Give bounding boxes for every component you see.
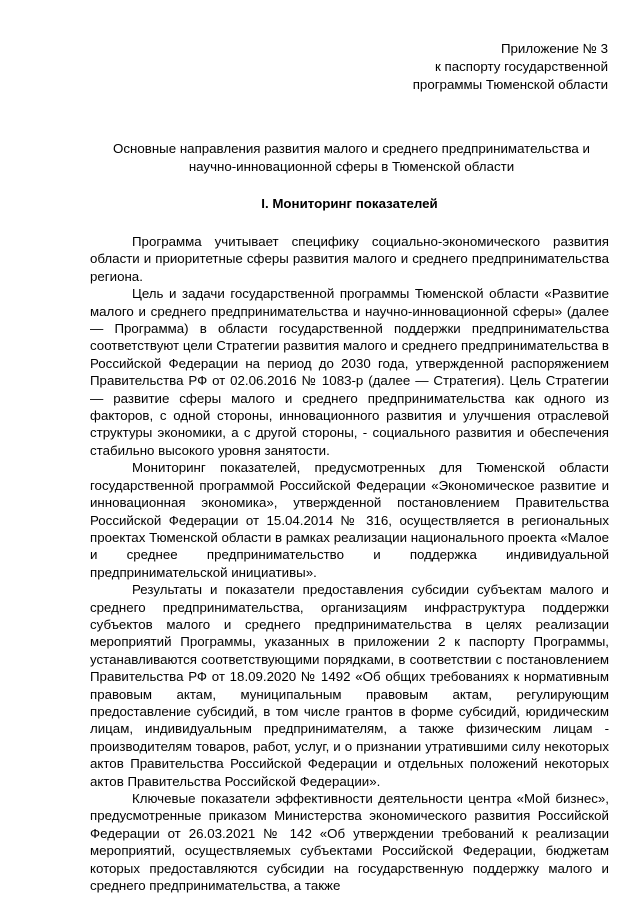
- paragraph-4: Результаты и показатели предоставления субсидии субъектам малого и среднего предпринимательства, организациям инфраструктура поддержки субъектов малого и среднего предпринимательства в целях реализации мероприятий Программы, указанных в приложении 2 к паспорту Программы, устанавливаются соответствующими порядками, в соответствии с постановлением Правительства РФ от 18.09.2020 № 1492 «Об общих требованиях к нормативным правовым актам, муниципальным правовым актам, регулирующим предоставление субсидий, в том числе грантов в форме субсидий, юридическим лицам, индивидуальным предпринимателям, а также физическим лицам - производителям товаров, работ, услуг, и о признании утратившими силу некоторых актов Правительства Российской Федерации и отдельных положений некоторых актов Правительства Российской Федерации».: [90, 582, 609, 789]
- appendix-note: [90, 40, 609, 94]
- document-title-line-2: научно-инновационной сферы в Тюменской области: [188, 159, 515, 174]
- paragraph-5: Ключевые показатели эффективности деятельности центра «Мой бизнес», предусмотренные приказом Министерства экономического развития Российской Федерации от 26.03.2021 № 142 «Об утверждении требований к реализации мероприятий, осуществляемых субъектами Российской Федерации, бюджетам которых предоставляются субсидии на государственную поддержку малого и среднего предпринимательства, а также: [90, 791, 609, 894]
- document-title-line-1: Основные направления развития малого и среднего предпринимательства и: [113, 141, 590, 156]
- document-title: [94, 140, 609, 176]
- appendix-line-3: программы Тюменской области: [412, 77, 608, 92]
- paragraph-2: Цель и задачи государственной программы Тюменской области «Развитие малого и среднего предпринимательства и научно-инновационной сферы» (далее — Программа) в области государственной поддержки предпринимательства соответствуют цели Стратегии развития малого и среднего предпринимательства в Российской Федерации на период до 2030 года, утвержденной распоряжением Правительства РФ от 02.06.2016 № 1083-р (далее — Стратегия). Цель Стратегии — развитие сферы малого и среднего предпринимательства как одного из факторов, с одной стороны, инновационного развития и улучшения отраслевой структуры экономики, а с другой стороны, - социального развития и обеспечения стабильно высокого уровня занятости.: [90, 286, 609, 458]
- body-text: [90, 233, 609, 894]
- appendix-line-1: Приложение № 3: [500, 41, 608, 56]
- paragraph-3: Мониторинг показателей, предусмотренных для Тюменской области государственной программой Российской Федерации «Экономическое развитие и инновационная экономика», утвержденной постановлением Правительства Российской Федерации от 15.04.2014 № 316, осуществляется в региональных проектах Тюменской области в рамках реализации национального проекта «Малое и среднее предпринимательство и поддержка индивидуальной предпринимательской инициативы».: [90, 460, 609, 580]
- section-heading: I. Мониторинг показателей: [261, 196, 438, 211]
- appendix-line-2: к паспорту государственной: [435, 59, 608, 74]
- paragraph-1: Программа учитывает специфику социально-экономического развития области и приоритетные сферы развития малого и среднего предпринимательства региона.: [90, 234, 609, 284]
